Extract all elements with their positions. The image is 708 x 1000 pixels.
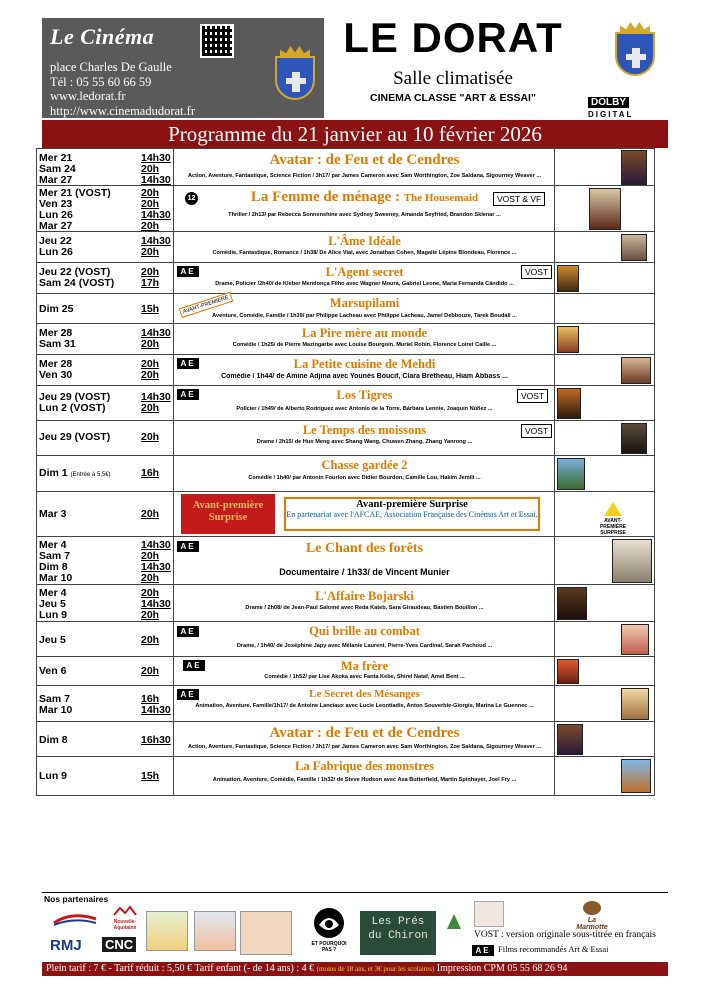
les-pres-du-chiron-logo-line-2: du Chiron	[368, 930, 428, 942]
show-time: 15h	[141, 770, 160, 782]
showtimes-cell	[37, 186, 174, 231]
show-day: Mar 27	[39, 220, 73, 232]
show-day	[39, 468, 111, 479]
la-marmotte-logo-text: La Marmotte	[576, 917, 608, 931]
show-time: 14h30	[141, 391, 171, 403]
film-title: Avant-première Surprise	[356, 499, 468, 510]
film-row	[37, 722, 654, 757]
film-row	[37, 355, 654, 386]
partner-association-icon	[240, 911, 292, 955]
film-poster	[557, 326, 579, 353]
film-desc: Action, Aventure, Fantastique, Science Fiction / 3h17/ par James Cameron avec Sam Worthington, Zoe Saldana, Sigourney Weaver ...	[187, 173, 542, 179]
vost-badge: VOST	[517, 389, 548, 403]
film-title-sub: The Housemaid	[403, 192, 479, 204]
partners-title: Nos partenaires	[44, 894, 109, 904]
partners-section	[42, 892, 668, 962]
show-day: Mer 4	[39, 587, 67, 599]
show-day: Lun 26	[39, 209, 73, 221]
showtimes-cell	[37, 355, 174, 385]
show-day: Sam 24 (VOST)	[39, 277, 115, 289]
film-desc: Comédie / 1h44/ de Amine Adjina avec Younès Boucif, Clara Bretheau, Hiam Abbass ...	[221, 373, 508, 380]
website-link-2[interactable]: http://www.cinemadudorat.fr	[50, 103, 195, 118]
partner-logo-icon	[52, 909, 98, 927]
film-poster	[557, 458, 585, 490]
showtimes-cell	[37, 585, 174, 621]
show-day: Jeu 5	[39, 634, 66, 646]
les-pres-du-chiron-logo-line-1: Les Prés	[371, 916, 425, 928]
show-day: Dim 25	[39, 303, 74, 315]
avant-premiere-tag: AVANT-PREMIERE	[179, 292, 233, 318]
partner-flyer-icon	[146, 911, 188, 951]
film-poster	[621, 688, 649, 720]
nouvelle-aquitaine-logo-text: Nouvelle-Aquitaine	[113, 919, 137, 931]
show-time: 14h30	[141, 327, 171, 339]
show-day: Ven 6	[39, 665, 67, 677]
website-link[interactable]: www.ledorat.fr	[50, 89, 126, 103]
show-time: 16h	[141, 693, 160, 705]
showtimes-cell	[37, 232, 174, 262]
showtimes-cell	[37, 294, 174, 323]
prices: Plein tarif : 7 € - Tarif réduit : 5,50 € Tarif enfant (- de 14 ans) : 4 €	[46, 963, 317, 974]
show-time: 14h30	[141, 561, 171, 573]
film-poster	[557, 724, 583, 755]
art-essai-icon: AE	[177, 689, 199, 700]
partner-small-logo-icon	[446, 913, 462, 931]
film-row	[37, 585, 654, 622]
film-poster	[621, 150, 647, 185]
film-title: Marsupilami	[329, 296, 400, 310]
show-time: 14h30	[141, 209, 171, 221]
la-marmotte-logo	[572, 897, 612, 931]
vost-vf-badge: VOST & VF	[493, 192, 545, 206]
film-poster	[621, 357, 651, 384]
show-day: Sam 7	[39, 550, 70, 562]
show-time: 20h	[141, 246, 160, 258]
film-title: La Fabrique des monstres	[294, 759, 434, 773]
film-poster	[589, 188, 621, 230]
film-desc: Action, Aventure, Fantastique, Science Fiction / 3h17/ par James Cameron avec Sam Worthington, Zoe Saldana, Sigourney Weaver ...	[187, 744, 542, 750]
show-day: Mer 28	[39, 327, 73, 339]
print-credit: Impression CPM 05 55 68 26 94	[434, 963, 568, 974]
film-desc: Drame / 2h15/ de Huo Meng avec Shang Wang, Chuwen Zhang, Zhang Yanrong ...	[256, 439, 473, 445]
film-desc: Comédie / 1h40/ par Antonin Fourlon avec Didier Bourdon, Camille Lou, Hakim Jemili ...	[248, 475, 481, 481]
show-time: 14h30	[141, 539, 171, 551]
age-12-badge: 12	[185, 192, 198, 205]
show-time: 14h30	[141, 235, 171, 247]
showtimes-cell	[37, 492, 174, 536]
film-row	[37, 492, 654, 537]
surprise-logo-text: AVANT-PREMIÈRE SURPRISE	[599, 518, 627, 536]
film-note: En partenariat avec l'AFCAE, Association Française des Cinémas Art et Essai.	[286, 510, 538, 519]
show-day: Lun 2 (VOST)	[39, 402, 106, 414]
film-desc: Drame, / 1h40/ de Joséphine Japy avec Mélanie Laurent, Pierre-Yves Cardinal, Sarah Pachoud ...	[236, 643, 493, 649]
show-time: 20h	[141, 198, 160, 210]
dolby-logo	[588, 92, 654, 119]
show-time: 14h30	[141, 598, 171, 610]
film-desc: Policier / 1h49/ de Alberto Rodriguez avec Antonio de la Torre, Bárbara Lennie, Joaquín Núñez ...	[236, 406, 493, 412]
show-day: Mer 28	[39, 358, 73, 370]
film-poster	[612, 539, 652, 583]
show-time: 14h30	[141, 152, 171, 164]
showtimes-cell	[37, 722, 174, 756]
phone: Tél : 05 55 60 66 59	[50, 74, 152, 89]
show-day: Jeu 22 (VOST)	[39, 266, 111, 278]
film-row	[37, 537, 654, 585]
rmj-logo: RMJ	[50, 937, 82, 954]
surprise-logo-icon	[597, 502, 629, 536]
show-time: 15h	[141, 303, 160, 315]
coat-of-arms-icon-right	[612, 22, 658, 80]
showtimes-cell	[37, 263, 174, 293]
film-title: L'Affaire Bojarski	[315, 589, 414, 603]
film-desc: Drame, Policier /2h40/ de Kleber Mendonça Filho avec Wagner Moura, Gabriel Leone, Maria Fernanda Cândido ...	[215, 281, 514, 287]
show-time: 20h	[141, 431, 160, 443]
showtimes-cell	[37, 324, 174, 354]
cinema-name: Le Cinéma	[50, 24, 155, 49]
art-essai-icon: AE	[183, 660, 205, 671]
film-row	[37, 324, 654, 355]
entry-price-note: (Entrée à 5,5€)	[70, 472, 111, 478]
show-day: Mar 3	[39, 508, 67, 520]
showtimes-cell	[37, 622, 174, 656]
show-day: Mer 21 (VOST)	[39, 187, 111, 199]
film-desc: Animation, Aventure, Famille/1h17/ de Antoine Lanciaux avec Lucie Leontiadis, Anton Souverbie-Giorgis, Marina Le Guennec ...	[195, 703, 534, 709]
show-day: Jeu 29 (VOST)	[39, 391, 111, 403]
show-time: 20h	[141, 609, 160, 621]
film-desc: Comédie, Fantastique, Romance / 1h38/ De Alice Vial, avec Jonathan Cohen, Magalie Lépine Blondeau, Florence ...	[212, 250, 517, 256]
show-day: Mar 10	[39, 572, 73, 584]
show-day: Dim 8	[39, 734, 68, 746]
showtimes-cell	[37, 686, 174, 721]
show-time: 20h	[141, 369, 160, 381]
film-title-main: La Femme de ménage :	[250, 189, 404, 205]
show-time: 17h	[141, 277, 160, 289]
film-poster	[621, 234, 647, 261]
art-essai-icon: AE	[177, 626, 199, 637]
film-poster	[557, 659, 579, 684]
show-time: 20h	[141, 508, 160, 520]
show-day: Ven 23	[39, 198, 73, 210]
film-row	[37, 149, 654, 186]
showtimes-cell	[37, 757, 174, 795]
show-day: Mar 10	[39, 704, 73, 716]
film-row	[37, 757, 654, 795]
programme-table	[36, 148, 655, 796]
show-time: 20h	[141, 587, 160, 599]
film-row	[37, 294, 654, 324]
show-day-label: Dim 1	[39, 467, 68, 479]
et-pourquoi-pas-logo	[308, 907, 350, 957]
film-title: Qui brille au combat	[309, 624, 420, 638]
art-essai-icon: AE	[177, 541, 199, 552]
show-time: 20h	[141, 402, 160, 414]
show-day: Mer 4	[39, 539, 67, 551]
art-essai-icon: AE	[177, 358, 199, 369]
show-time: 14h30	[141, 704, 171, 716]
et-pourquoi-pas-logo-text: ET POURQUOI PAS ?	[311, 941, 347, 953]
show-time: 20h	[141, 550, 160, 562]
ae-legend: Films recommandés Art & Essai	[498, 944, 609, 954]
film-title: L'Agent secret	[325, 265, 404, 279]
film-desc: Documentaire / 1h33/ de Vincent Munier	[279, 567, 450, 577]
coat-of-arms-icon	[272, 46, 318, 104]
film-title: Le Secret des Mésanges	[309, 688, 420, 700]
showtimes-cell	[37, 386, 174, 420]
show-day: Mer 21	[39, 152, 73, 164]
vost-badge: VOST	[521, 265, 552, 279]
showtimes-cell	[37, 421, 174, 455]
show-day: Jeu 22	[39, 235, 72, 247]
showtimes-cell	[37, 456, 174, 491]
show-time: 16h30	[141, 734, 171, 746]
film-row	[37, 186, 654, 232]
film-desc: Comédie / 1h52/ par Lise Akoka avec Fanta Kebe, Shirel Nataf, Amel Bent ...	[264, 674, 465, 680]
show-time: 20h	[141, 665, 160, 677]
nouvelle-aquitaine-logo	[110, 905, 140, 931]
show-time: 16h	[141, 467, 160, 479]
show-time: 20h	[141, 220, 160, 232]
film-title: Chasse gardée 2	[321, 458, 408, 472]
partner-flyer-icon-2	[194, 911, 236, 951]
qr-code-icon	[200, 24, 234, 58]
film-desc: Animation, Aventure, Comédie, Famille / 1h32/ de Steve Hudson avec Asa Butterfield, Martin Spinhayer, Joel Fry ...	[212, 777, 517, 783]
show-day: Sam 7	[39, 693, 70, 705]
price-band	[42, 962, 668, 976]
film-desc: Drame / 2h08/ de Jean-Paul Salomé avec Reda Kateb, Sara Giraudeau, Bastien Bouillon ...	[245, 605, 484, 611]
partner-flyer-icon-3	[474, 901, 504, 927]
programme-title: Programme du 21 janvier au 10 février 2026	[42, 120, 668, 148]
art-essai-icon: AE	[472, 945, 494, 956]
film-poster	[557, 265, 579, 292]
show-day: Lun 9	[39, 770, 67, 782]
avant-premiere-info	[284, 497, 540, 531]
film-poster	[557, 388, 581, 419]
showtimes-cell	[37, 149, 174, 185]
show-day: Sam 31	[39, 338, 76, 350]
address: place Charles De Gaulle	[50, 60, 172, 74]
film-row	[37, 386, 654, 421]
film-desc: Thriller / 2h13/ par Rebecca Sonnenshine avec Sydney Sweeney, Amanda Seyfried, Brandon Sklenar ...	[228, 212, 501, 218]
film-title: Avatar : de Feu et de Cendres	[269, 152, 460, 168]
show-day: Sam 24	[39, 163, 76, 175]
showtimes-cell	[37, 657, 174, 685]
classe-label: CINEMA CLASSE "ART & ESSAI"	[370, 92, 536, 104]
film-poster	[621, 759, 651, 793]
salle-label: Salle climatisée	[393, 68, 513, 89]
film-row	[37, 421, 654, 456]
show-time: 20h	[141, 634, 160, 646]
film-row	[37, 232, 654, 263]
les-pres-du-chiron-logo	[360, 911, 436, 955]
film-row	[37, 686, 654, 722]
contact-block	[50, 60, 195, 118]
vost-badge: VOST	[521, 424, 552, 438]
cnc-logo: CNC	[102, 937, 136, 952]
show-day: Jeu 5	[39, 598, 66, 610]
show-day: Mar 27	[39, 174, 73, 186]
film-row	[37, 456, 654, 492]
film-title: L'Âme Idéale	[328, 234, 401, 248]
avant-premiere-box: Avant-première Surprise	[181, 494, 275, 534]
film-title: Ma frère	[340, 659, 389, 673]
art-essai-icon: AE	[177, 266, 199, 277]
film-desc: Comédie / 1h25/ de Pierre Mazingarbe avec Louise Bourgoin, Muriel Robin, Florence Loiret Caille ...	[232, 342, 497, 348]
film-row	[37, 622, 654, 657]
show-day: Jeu 29 (VOST)	[39, 431, 111, 443]
film-title: Le Temps des moissons	[302, 423, 427, 437]
film-title: La Pire mère au monde	[301, 326, 428, 340]
dolby-logo-bottom: DIGITAL	[588, 110, 634, 119]
film-title: Los Tigres	[336, 388, 393, 402]
show-time: 20h	[141, 187, 160, 199]
town-title: LE DORAT	[343, 14, 563, 61]
show-day: Ven 30	[39, 369, 73, 381]
film-row	[37, 657, 654, 686]
show-day: Lun 9	[39, 609, 67, 621]
show-time: 20h	[141, 572, 160, 584]
show-day: Lun 26	[39, 246, 73, 258]
show-day: Dim 8	[39, 561, 68, 573]
film-poster	[621, 423, 647, 454]
film-desc: Aventure, Comédie, Famille / 1h39/ par Philippe Lacheau avec Philippe Lacheau, Jamel Debbouze, Tarek Boudali ...	[212, 313, 517, 319]
show-time: 20h	[141, 266, 160, 278]
film-title: La Petite cuisine de Mehdi	[293, 357, 436, 371]
show-time: 20h	[141, 163, 160, 175]
prices-note: (moins de 18 ans, et 3€ pour les scolaires)	[316, 965, 435, 973]
art-essai-icon: AE	[177, 389, 199, 400]
showtimes-cell	[37, 537, 174, 584]
film-poster	[557, 587, 587, 620]
dolby-logo-top: DOLBY	[588, 97, 629, 108]
film-row	[37, 263, 654, 294]
show-time: 20h	[141, 338, 160, 350]
film-title: Le Chant des forêts	[305, 541, 424, 556]
vost-legend: VOST : version originale sous-titrée en français	[474, 930, 656, 940]
film-poster	[621, 624, 649, 655]
film-title: Avatar : de Feu et de Cendres	[269, 725, 460, 741]
show-time: 20h	[141, 358, 160, 370]
show-time: 14h30	[141, 174, 171, 186]
